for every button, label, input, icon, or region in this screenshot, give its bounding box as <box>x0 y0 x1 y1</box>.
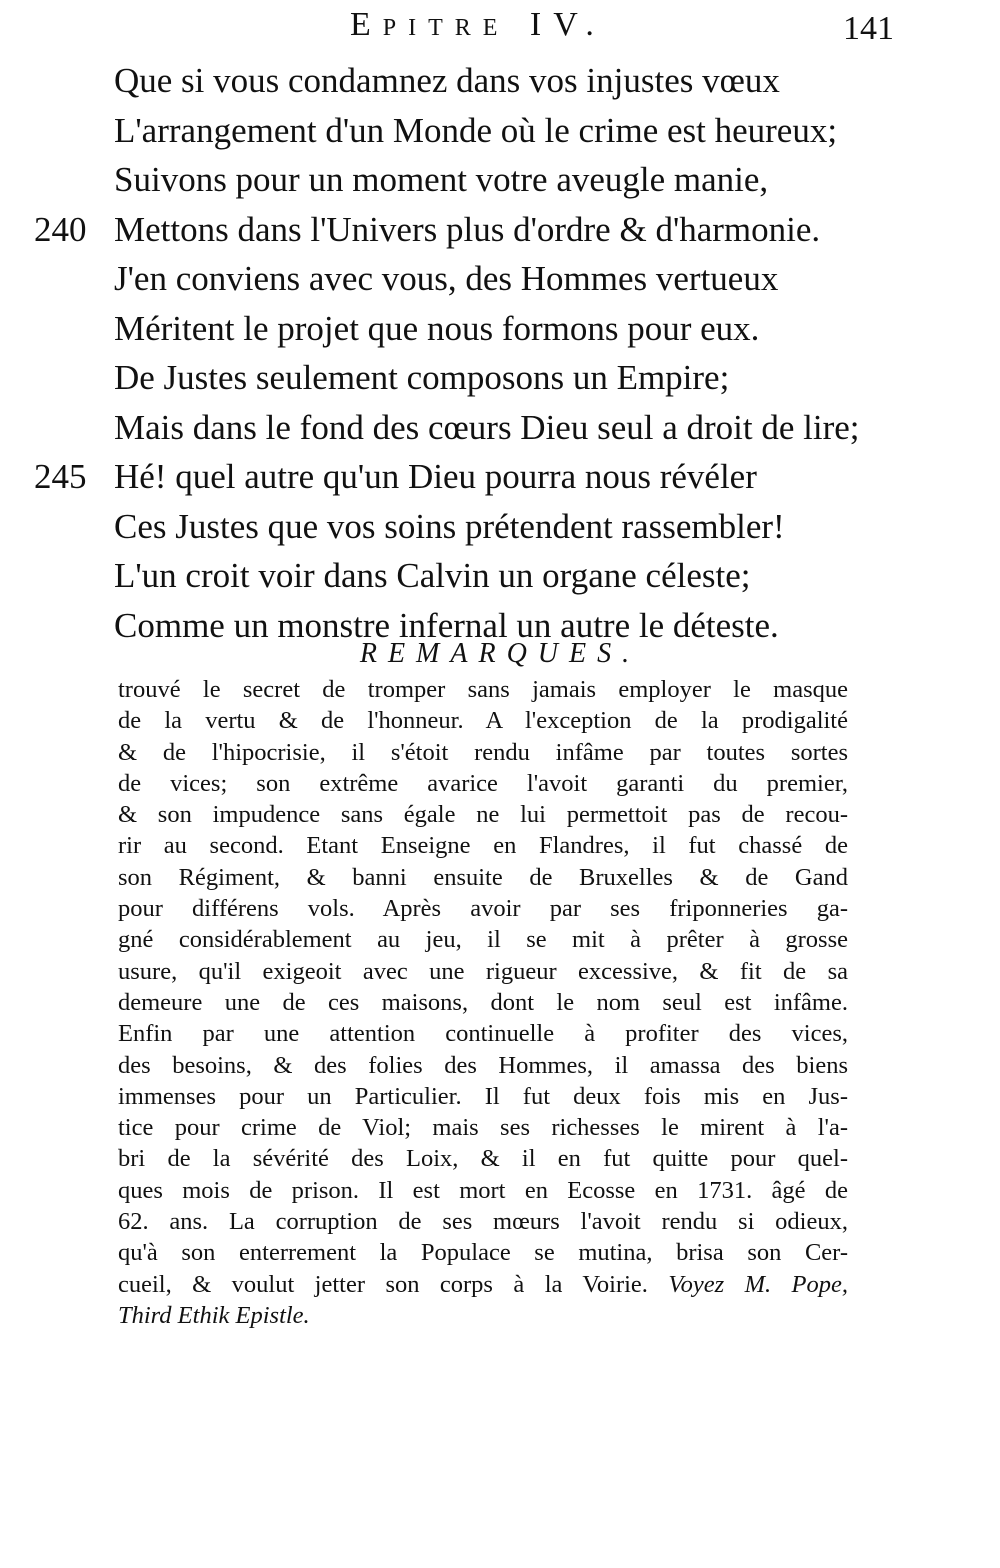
verse-text: Ces Justes que vos soins prétendent rassembler! <box>114 506 785 546</box>
note-line: 62. ans. La corruption de ses mœurs l'avoit rendu si odieux, <box>118 1208 848 1236</box>
note-line: bri de la sévérité des Loix, & il en fut quitte pour quel- <box>118 1145 848 1173</box>
verse-line <box>0 304 1000 354</box>
verse-text: Suivons pour un moment votre aveugle manie, <box>114 160 769 199</box>
verse-text: L'un croit voir dans Calvin un organe céleste; <box>114 556 751 595</box>
note-line: usure, qu'il exigeoit avec une rigueur excessive, & fit de sa <box>118 957 848 985</box>
note-line: ques mois de prison. Il est mort en Ecosse en 1731. âgé de <box>118 1176 848 1204</box>
notes-heading: REMARQUES. <box>359 638 641 669</box>
verse-line <box>0 551 1000 601</box>
note-line-text: cueil, & voulut jetter son corps à la Voirie. <box>118 1270 648 1298</box>
verse-text: De Justes seulement composons un Empire; <box>114 358 730 397</box>
note-line: immenses pour un Particulier. Il fut deux fois mis en Jus- <box>118 1082 848 1110</box>
note-line: pour différens vols. Après avoir par ses friponneries ga- <box>118 895 848 923</box>
verse-text: Comme un monstre infernal un autre le déteste. <box>114 605 779 645</box>
verse-text: Hé! quel autre qu'un Dieu pourra nous révéler <box>114 457 757 496</box>
note-line: & son impudence sans égale ne lui permettoit pas de recou- <box>118 801 848 829</box>
reference-text: Voyez M. Pope, <box>668 1270 848 1298</box>
note-line: de la vertu & de l'honneur. A l'exception de la prodigalité <box>118 707 848 735</box>
verse-line <box>0 502 1000 552</box>
note-line: son Régiment, & banni ensuite de Bruxelles & de Gand <box>118 863 848 891</box>
running-head: Epitre IV. <box>350 6 606 43</box>
note-line: gné considérablement au jeu, il se mit à prêter à grosse <box>118 926 848 954</box>
note-line: Enfin par une attention continuelle à profiter des vices, <box>118 1020 848 1048</box>
verse-text: Méritent le projet que nous formons pour eux. <box>114 308 760 348</box>
verse-line <box>0 56 1000 106</box>
note-line: de vices; son extrême avarice l'avoit garanti du premier, <box>118 769 848 797</box>
note-line: rir au second. Etant Enseigne en Flandres, il fut chassé de <box>118 832 848 860</box>
verse-line <box>0 353 1000 403</box>
verse-line <box>0 155 1000 205</box>
note-line: trouvé le secret de tromper sans jamais employer le masque <box>118 676 848 703</box>
verse-text: Mais dans le fond des cœurs Dieu seul a droit de lire; <box>114 407 860 447</box>
verse-text: Mettons dans l'Univers plus d'ordre & d'harmonie. <box>114 209 821 249</box>
verse-block <box>0 56 1000 650</box>
note-line: tice pour crime de Viol; mais ses richesses le mirent à l'a- <box>118 1114 848 1142</box>
note-line: & de l'hipocrisie, il s'étoit rendu infâme par toutes sortes <box>118 738 848 766</box>
reference-source-text: Third Ethik Epistle. <box>118 1301 310 1329</box>
verse-text: Que si vous condamnez dans vos injustes vœux <box>114 61 780 100</box>
verse-line <box>0 205 1000 255</box>
note-line: qu'à son enterrement la Populace se mutina, brisa son Cer- <box>118 1239 848 1267</box>
note-line-with-reference <box>118 1269 848 1300</box>
reference-source <box>118 1300 848 1331</box>
note-line: demeure une de ces maisons, dont le nom seul est infâme. <box>118 988 848 1016</box>
verse-text: L'arrangement d'un Monde où le crime est heureux; <box>114 110 838 150</box>
verse-line <box>0 106 1000 156</box>
verse-text: J'en conviens avec vous, des Hommes vertueux <box>114 259 779 298</box>
verse-line <box>0 254 1000 304</box>
verse-line <box>0 452 1000 502</box>
page-number: 141 <box>843 10 894 47</box>
verse-line <box>0 403 1000 453</box>
verse-number: 245 <box>34 457 87 496</box>
note-line: des besoins, & des folies des Hommes, il amassa des biens <box>118 1051 848 1079</box>
notes-block <box>118 674 848 1331</box>
verse-number: 240 <box>34 209 87 249</box>
